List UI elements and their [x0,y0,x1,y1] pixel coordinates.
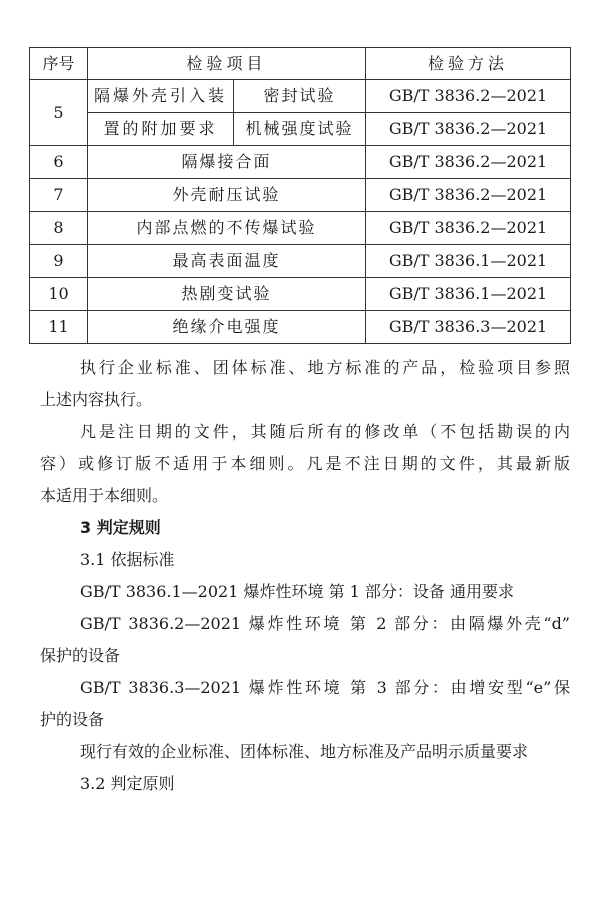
method-cell: GB/T 3836.2—2021 [366,212,571,245]
method-cell: GB/T 3836.1—2021 [366,245,571,278]
header-item: 检验项目 [88,48,366,80]
group-item-line1: 隔爆外壳引入装 [88,80,234,113]
table-row [30,278,571,311]
inspection-table [29,47,571,344]
table-header-row [30,48,571,80]
method-cell: GB/T 3836.2—2021 [366,80,571,113]
header-no: 序号 [30,48,88,80]
table-row [30,113,571,146]
item-cell: 热剧变试验 [88,278,366,311]
paragraph-2-line-1: 凡是注日期的文件，其随后所有的修改单（不包括勘误的内 [80,422,570,441]
table-row [30,311,571,344]
table-row [30,146,571,179]
method-cell: GB/T 3836.2—2021 [366,179,571,212]
standard-1: GB/T 3836.1—2021 爆炸性环境 第 1 部分：设备 通用要求 [80,582,515,601]
item-cell: 外壳耐压试验 [88,179,366,212]
table-row [30,212,571,245]
section-3-1-heading: 3.1 依据标准 [80,550,175,569]
method-cell: GB/T 3836.2—2021 [366,146,571,179]
method-cell: GB/T 3836.2—2021 [366,113,571,146]
paragraph-1-line-1: 执行企业标准、团体标准、地方标准的产品，检验项目参照 [80,358,570,377]
table-row [30,80,571,113]
row-number: 7 [30,179,88,212]
row-number: 9 [30,245,88,278]
sub-item-name: 机械强度试验 [234,113,366,146]
item-cell: 内部点燃的不传爆试验 [88,212,366,245]
section-3-2-heading: 3.2 判定原则 [80,774,175,793]
table-row [30,179,571,212]
body-text [40,352,570,800]
standard-4: 现行有效的企业标准、团体标准、地方标准及产品明示质量要求 [80,742,529,761]
standard-3-line-1: GB/T 3836.3—2021 爆炸性环境 第 3 部分：由增安型“e”保 [80,678,570,697]
paragraph-2-line-2: 容）或修订版不适用于本细则。凡是不注日期的文件，其最新版 [40,454,570,473]
row-number: 5 [30,80,88,146]
row-number: 6 [30,146,88,179]
header-method: 检验方法 [366,48,571,80]
method-cell: GB/T 3836.3—2021 [366,311,571,344]
group-item-line2: 置的附加要求 [88,113,234,146]
item-cell: 隔爆接合面 [88,146,366,179]
row-number: 8 [30,212,88,245]
table-row [30,245,571,278]
row-number: 10 [30,278,88,311]
sub-item-name: 密封试验 [234,80,366,113]
item-cell: 最高表面温度 [88,245,366,278]
paragraph-2-line-3: 本适用于本细则。 [40,486,169,505]
standard-3-line-2: 护的设备 [40,710,105,729]
item-cell: 绝缘介电强度 [88,311,366,344]
standard-2-line-2: 保护的设备 [40,646,121,665]
section-3-heading: 3 判定规则 [80,518,161,537]
method-cell: GB/T 3836.1—2021 [366,278,571,311]
row-number: 11 [30,311,88,344]
paragraph-1-line-2: 上述内容执行。 [40,390,153,409]
standard-2-line-1: GB/T 3836.2—2021 爆炸性环境 第 2 部分：由隔爆外壳“d” [80,614,570,633]
